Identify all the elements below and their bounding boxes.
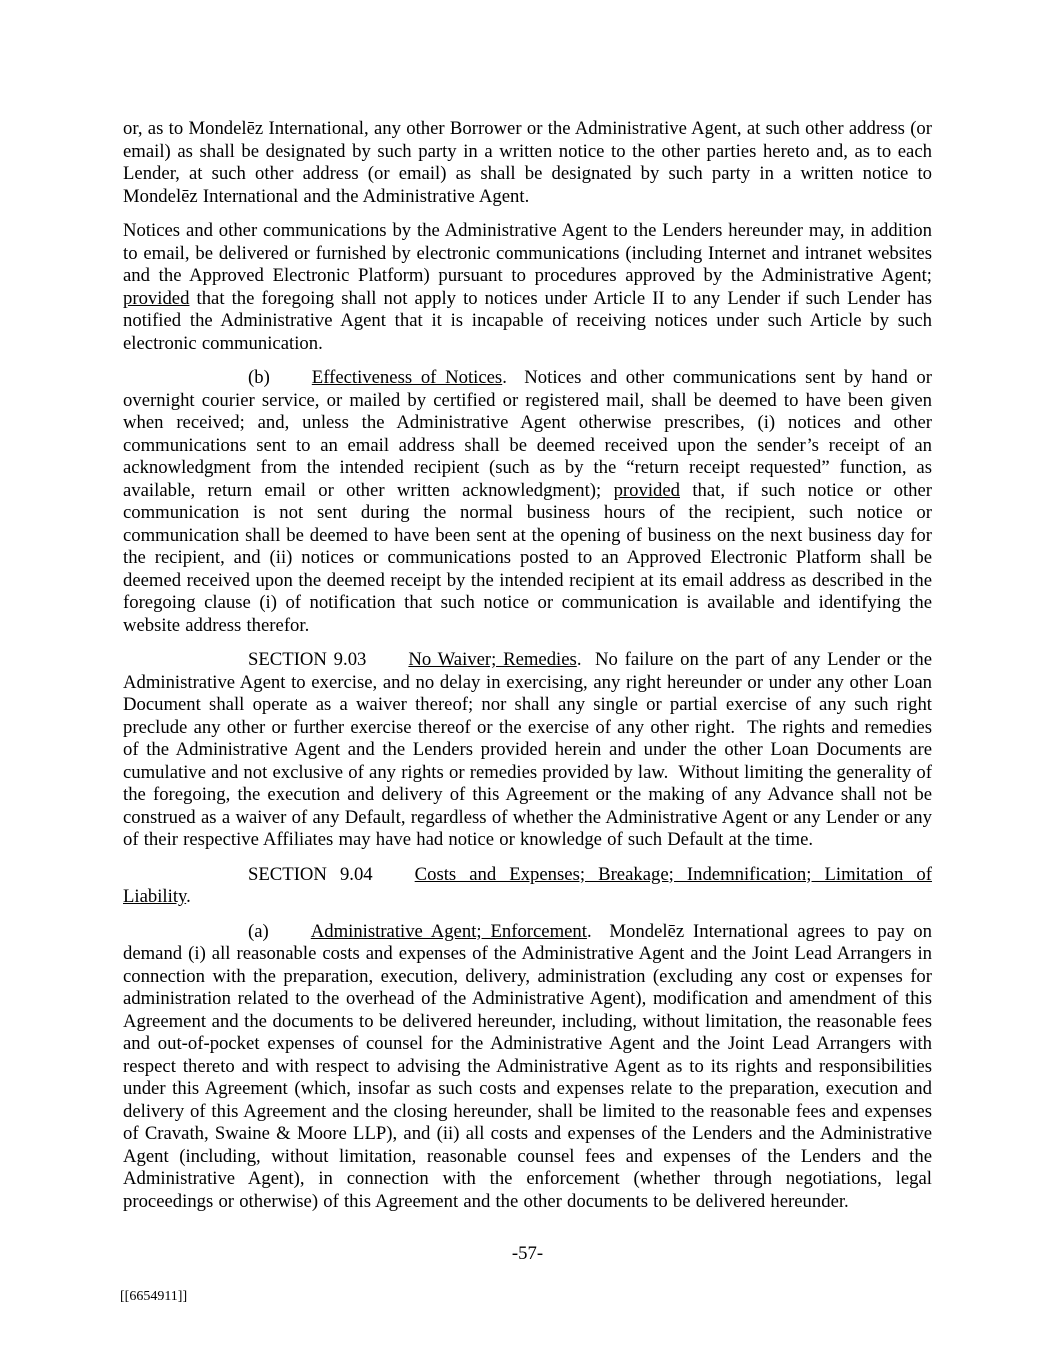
underlined-text-run: provided <box>123 287 190 309</box>
underlined-text-run: provided <box>613 479 680 501</box>
paragraph <box>123 367 932 637</box>
document-body <box>123 118 932 1225</box>
text-run: . Mondelēz International agrees to pay on demand (i) all reasonable costs and expenses of the Administrative Agent and the Joint Lead Arrangers in connection with the preparation, execution, delivery, administration (excluding any cost or expenses for administration related to the overhead of the Administrative Agent), modification and amendment of this Agreement and the documents to be delivered hereunder, including, without limitation, the reasonable fees and out-of-pocket expenses of counsel for the Administrative Agent and the Joint Lead Arrangers with respect thereto and with respect to advising the Administrative Agent as to its rights and responsibilities under this Agreement (which, insofar as such costs and expenses relate to the preparation, execution and delivery of this Agreement and the closing hereunder, shall be limited to the reasonable fees and expenses of Cravath, Swaine & Moore LLP), and (ii) all costs and expenses of the Lenders and the Administrative Agent (including, without limitation, reasonable counsel fees and expenses of the Lenders and the Administrative Agent), in connection with the enforcement (whether through negotiations, legal proceedings or otherwise) of this Agreement and the other documents to be delivered hereunder. <box>123 920 932 1212</box>
underlined-text-run: No Waiver; Remedies <box>408 649 577 670</box>
document-id-stamp: [[6654911]] <box>120 1289 188 1304</box>
text-run: or, as to Mondelēz International, any other Borrower or the Administrative Agent, at such other address (or email) as shall be designated by such party in a written notice to the other parties hereto and, as to each Lender, at such other address (or email) as shall be designated by such party in a written notice to Mondelēz International and the Administrative Agent. <box>123 118 932 207</box>
paragraph <box>123 921 932 1214</box>
paragraph <box>123 864 932 909</box>
text-run: that the foregoing shall not apply to notices under Article II to any Lender if such Lender has notified the Administrative Agent that it is incapable of receiving notices under such Article by such electronic communication. <box>123 287 932 354</box>
text-run: Notices and other communications by the Administrative Agent to the Lenders hereunder may, in addition to email, be delivered or furnished by electronic communications (including Internet and intranet websites and the Approved Electronic Platform) pursuant to procedures approved by the Administrative Agent; <box>123 220 932 286</box>
text-run: SECTION 9.04 <box>248 863 373 885</box>
underlined-text-run: Effectiveness of Notices <box>311 367 503 388</box>
text-run: . <box>186 886 191 907</box>
paragraph <box>123 649 932 852</box>
paragraph <box>123 220 932 355</box>
text-run: . No failure on the part of any Lender or the Administrative Agent to exercise, and no delay in exercising, any right hereunder or under any other Loan Document shall operate as a waiver thereof; nor shall any single or partial exercise of any such right preclude any other or further exercise thereof or the exercise of any other right. The rights and remedies of the Administrative Agent and the Lenders provided herein and under the other Loan Documents are cumulative and not exclusive of any rights or remedies provided by law. Without limiting the generality of the foregoing, the execution and delivery of this Agreement or the making of any Advance shall not be construed as a waiver of any Default, regardless of whether the Administrative Agent or any Lender or any of their respective Affiliates may have had notice or knowledge of such Default at the time. <box>123 649 933 850</box>
text-run: . Notices and other communications sent by hand or overnight courier service, or mailed by certified or registered mail, shall be deemed to have been given when received; and, unless the Administrative Agent otherwise prescribes, (i) notices and other communications sent to an email address shall be deemed received upon the sender’s receipt of an acknowledgment from the intended recipient (such as by the “return receipt requested” function, as available, return email or other written acknowledgment); <box>123 367 932 501</box>
text-run: (a) <box>248 920 269 942</box>
text-run: (b) <box>248 367 270 388</box>
underlined-text-run: Costs and Expenses; Breakage; Indemnification; Limitation of Liability <box>123 863 932 907</box>
underlined-text-run: Administrative Agent; Enforcement <box>310 920 587 942</box>
paragraph <box>123 118 932 208</box>
page-number: -57- <box>511 1243 544 1264</box>
text-run: that, if such notice or other communication is not sent during the normal business hours of the recipient, such notice or communication shall be deemed to have been sent at the opening of business on the next business day for the recipient, and (ii) notices or communications posted to an Approved Electronic Platform shall be deemed received upon the deemed receipt by the intended recipient at its email address as described in the foregoing clause (i) of notification that such notice or communication is available and identifying the website address therefor. <box>123 479 932 636</box>
text-run: SECTION 9.03 <box>248 649 367 670</box>
